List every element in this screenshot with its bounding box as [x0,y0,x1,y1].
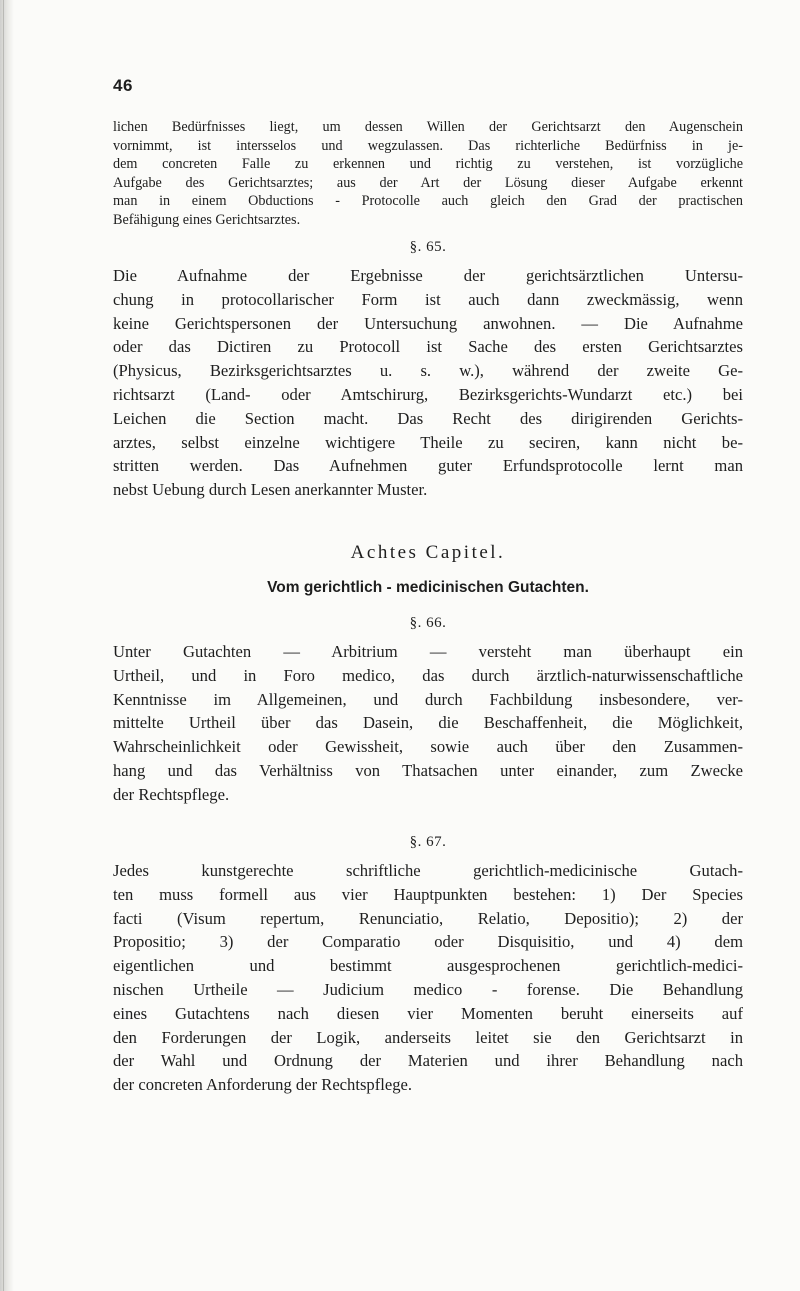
text-line: lichen Bedürfnisses liegt, um dessen Willen der Gerichtsarzt den Augenschein [113,119,743,135]
text-line: richtsarzt (Land- oder Amtschirurg, Bezirksgerichts-Wundarzt etc.) bei [113,384,743,404]
paragraph-65 [113,264,743,502]
section-heading-67: §. 67. [409,834,447,850]
text-line: Wahrscheinlichkeit oder Gewissheit, sowie auch über den Zusammen- [113,737,743,757]
text-line: Jedes kunstgerechte schriftliche gerichtlich-medicinische Gutach- [113,861,743,880]
text-line: arztes, selbst einzelne wichtigere Theile zu seciren, kann nicht be- [113,432,743,452]
text-line: Befähigung eines Gerichtsarztes. [113,211,301,228]
text-line: (Physicus, Bezirksgerichtsarztes u. s. w.), während der zweite Ge- [113,361,743,381]
text-line: den Forderungen der Logik, anderseits leitet sie den Gerichtsarzt in [113,1027,743,1047]
section-heading-65: §. 65. [409,239,447,255]
text-line: Urtheil, und in Foro medico, das durch ärztlich-naturwissenschaftliche [113,665,743,685]
text-line: oder das Dictiren zu Protocoll ist Sache des ersten Gerichtsarztes [113,337,743,357]
text-line: eigentlichen und bestimmt ausgesprochenen gerichtlich-medici- [113,956,743,976]
text-line: dem concreten Falle zu erkennen und richtig zu verstehen, ist vorzügliche [113,156,743,173]
text-line: ten muss formell aus vier Hauptpunkten bestehen: 1) Der Species [113,884,743,904]
text-line: Propositio; 3) der Comparatio oder Disquisitio, und 4) dem [113,932,743,952]
text-line: der concreten Anforderung der Rechtspflege. [113,1075,413,1095]
text-line: Kenntnisse im Allgemeinen, und durch Fachbildung insbesondere, ver- [113,689,743,709]
text-line: Aufgabe des Gerichtsarztes; aus der Art der Lösung dieser Aufgabe erkennt [113,174,743,191]
page-number: 46 [113,76,133,95]
text-line: facti (Visum repertum, Renunciatio, Relatio, Depositio); 2) der [113,908,743,928]
chapter-title: Achtes Capitel. [350,542,506,563]
text-line: stritten werden. Das Aufnehmen guter Erfundsprotocolle lernt man [113,456,743,476]
binding-line [3,0,4,1291]
chapter-subtitle: Vom gerichtlich - medicinischen Gutachten. [267,579,589,596]
text-line: Unter Gutachten — Arbitrium — versteht man überhaupt ein [113,642,743,661]
paragraph-66 [113,640,743,807]
text-line: mittelte Urtheil über das Dasein, die Beschaffenheit, die Möglichkeit, [113,713,743,733]
text-line: der Rechtspflege. [113,784,230,804]
section-heading-66: §. 66. [409,615,447,631]
paragraph-67 [113,859,743,1097]
text-line: vornimmt, ist intersselos und wegzulassen. Das richterliche Bedürfniss in je- [113,137,743,154]
paragraph-continuation [113,118,743,230]
text-line: der Wahl und Ordnung der Materien und ihrer Behandlung nach [113,1051,743,1071]
text-line: nebst Uebung durch Lesen anerkannter Muster. [113,480,428,500]
text-line: man in einem Obductions - Protocolle auch gleich den Grad der practischen [113,193,743,210]
text-line: hang und das Verhältniss von Thatsachen unter einander, zum Zwecke [113,760,743,780]
text-line: keine Gerichtspersonen der Untersuchung anwohnen. — Die Aufnahme [113,313,743,333]
text-line: Leichen die Section macht. Das Recht des dirigirenden Gerichts- [113,408,743,428]
text-line: nischen Urtheile — Judicium medico - forense. Die Behandlung [113,979,743,999]
text-line: eines Gutachtens nach diesen vier Momenten beruht einerseits auf [113,1003,743,1023]
text-line: chung in protocollarischer Form ist auch dann zweckmässig, wenn [113,289,743,309]
text-line: Die Aufnahme der Ergebnisse der gerichtsärztlichen Untersu- [113,266,743,285]
